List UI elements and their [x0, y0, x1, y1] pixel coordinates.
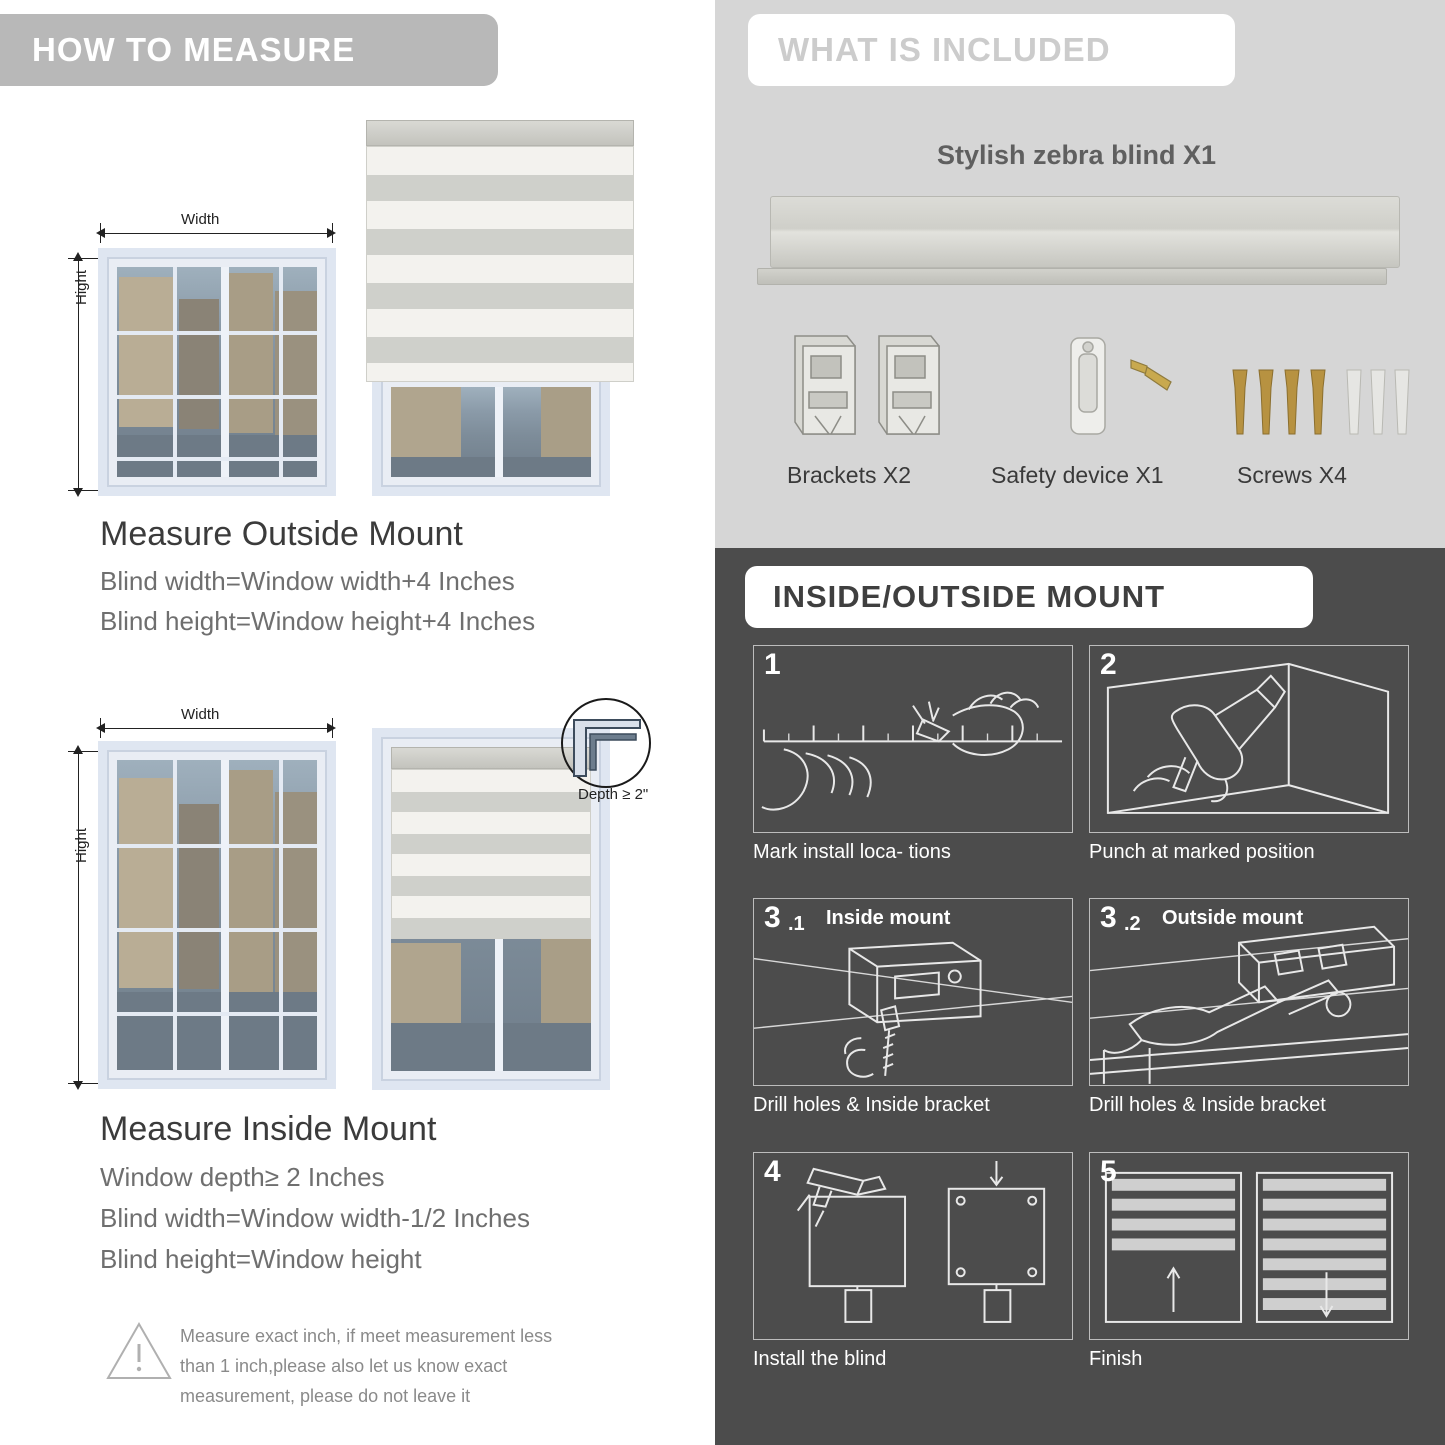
pane-divider-v1: [173, 267, 177, 477]
window-illustration-inside: [98, 741, 336, 1089]
measure-note-line2: than 1 inch,please also let us know exact: [180, 1356, 508, 1376]
inside-height-dim-line: [78, 753, 79, 1083]
street-row: [117, 435, 317, 477]
window-center-mullion-2: [495, 387, 503, 477]
outside-width-label: Width: [181, 211, 220, 228]
outside-height-tick-top: [68, 258, 98, 259]
window-illustration-outside: [98, 248, 336, 496]
safety-device-icon: [1055, 330, 1185, 448]
step-2-caption: Punch at marked position: [1089, 841, 1315, 863]
step-3-2-subtitle: Outside mount: [1162, 907, 1304, 929]
window-glass-outside-2: [391, 387, 591, 477]
how-to-measure-panel: [0, 0, 712, 1445]
window-glass-inside: [117, 760, 317, 1070]
street-row-3: [117, 992, 317, 1070]
pane-divider-v4: [279, 760, 283, 1070]
building-k: [391, 943, 461, 1023]
step-4-number: 4: [764, 1155, 781, 1188]
outside-height-label: Hight: [73, 269, 90, 305]
inside-width-tick-left: [100, 718, 101, 738]
pane-divider-v3: [173, 760, 177, 1070]
step-3-2-caption: Drill holes & Inside bracket: [1089, 1094, 1326, 1116]
building-l: [541, 937, 591, 1027]
headrail-product: [770, 196, 1400, 268]
outside-mount-diagram: [0, 100, 712, 500]
building-a: [119, 277, 177, 427]
step-3-1-number: 3: [764, 901, 781, 934]
outside-width-dim-line: [100, 233, 332, 234]
pane-divider-v2: [279, 267, 283, 477]
pane-divider-h5: [117, 928, 317, 932]
outside-mount-line2: Blind height=Window height+4 Inches: [100, 606, 536, 636]
step-card-1: [753, 645, 1073, 833]
outside-height-tick-bottom: [68, 490, 98, 491]
step-4-caption: Install the blind: [753, 1348, 887, 1370]
how-to-measure-title: HOW TO MEASURE: [32, 31, 356, 68]
part-label-brackets: Brackets X2: [787, 462, 911, 488]
what-is-included-panel: [715, 0, 1445, 548]
inside-mount-line2: Blind width=Window width-1/2 Inches: [100, 1203, 530, 1233]
warning-triangle-icon: [104, 1318, 174, 1384]
step-card-3-2: [1089, 898, 1409, 1086]
bracket-icon: [785, 330, 965, 448]
blind-fabric-outside: [366, 146, 634, 382]
outside-mount-line1: Blind width=Window width+4 Inches: [100, 566, 515, 596]
inside-mount-diagram: [0, 698, 712, 1098]
step-4-sketch: [754, 1153, 1072, 1340]
window-illustration-outside-2: [372, 368, 610, 496]
step-3-2-number: 3: [1100, 901, 1117, 934]
step-2-number: 2: [1100, 648, 1117, 681]
street-row-2: [391, 457, 591, 477]
pane-divider-h6: [117, 1012, 317, 1016]
window-center-mullion-4: [495, 937, 503, 1071]
step-3-1-subtitle: Inside mount: [826, 907, 951, 929]
inside-width-dim-line: [100, 728, 332, 729]
inside-height-tick-bottom: [68, 1083, 98, 1084]
building-b: [179, 299, 219, 429]
part-label-safety-device: Safety device X1: [991, 462, 1164, 488]
outside-mount-heading: Measure Outside Mount: [100, 515, 463, 553]
window-center-mullion-3: [221, 760, 229, 1070]
step-1-caption: Mark install loca- tions: [753, 841, 951, 863]
zebra-blind-outside: [366, 120, 634, 382]
inside-mount-heading: Measure Inside Mount: [100, 1110, 437, 1148]
what-is-included-banner: [748, 14, 1235, 86]
step-card-2: [1089, 645, 1409, 833]
step-3-1-suffix: .1: [788, 913, 805, 935]
part-label-screws: Screws X4: [1237, 462, 1347, 488]
step-card-4: [753, 1152, 1073, 1340]
what-is-included-title: WHAT IS INCLUDED: [778, 31, 1111, 68]
step-1-sketch: [754, 646, 1072, 833]
outside-width-tick-left: [100, 223, 101, 243]
depth-label: Depth ≥ 2": [578, 786, 649, 803]
pane-divider-h3: [117, 457, 317, 461]
headrail-lip: [757, 268, 1387, 285]
step-card-3-1: [753, 898, 1073, 1086]
building-g: [119, 778, 177, 988]
inside-mount-line1: Window depth≥ 2 Inches: [100, 1162, 385, 1192]
pane-divider-h2: [117, 395, 317, 399]
inside-outside-mount-title: INSIDE/OUTSIDE MOUNT: [773, 579, 1166, 614]
pane-divider-h1: [117, 331, 317, 335]
step-card-5: [1089, 1152, 1409, 1340]
window-center-mullion: [221, 267, 229, 477]
building-f: [541, 387, 591, 467]
product-title: Stylish zebra blind X1: [937, 140, 1217, 170]
step-5-number: 5: [1100, 1155, 1117, 1188]
outside-width-tick-right: [332, 223, 333, 243]
inside-height-arrow-top: [73, 745, 83, 754]
how-to-measure-banner: [0, 14, 498, 86]
step-5-sketch: [1090, 1153, 1408, 1340]
inside-width-tick-right: [332, 718, 333, 738]
measure-note-line1: Measure exact inch, if meet measurement less: [180, 1326, 553, 1346]
pane-divider-h4: [117, 844, 317, 848]
step-3-2-suffix: .2: [1124, 913, 1141, 935]
step-1-number: 1: [764, 648, 781, 681]
step-2-sketch: [1090, 646, 1408, 833]
inside-width-label: Width: [181, 706, 220, 723]
inside-height-tick-top: [68, 751, 98, 752]
inside-outside-mount-panel: [715, 548, 1445, 1445]
building-e: [391, 387, 461, 457]
measure-note-line3: measurement, please do not leave it: [180, 1386, 471, 1406]
inside-outside-mount-banner: [745, 566, 1313, 628]
inside-height-label: Hight: [73, 827, 90, 863]
building-h: [179, 804, 219, 989]
screw-icon: [1225, 330, 1415, 448]
step-5-caption: Finish: [1089, 1348, 1143, 1370]
step-3-1-caption: Drill holes & Inside bracket: [753, 1094, 990, 1116]
window-glass-outside: [117, 267, 317, 477]
inside-mount-line3: Blind height=Window height: [100, 1244, 422, 1274]
blind-headrail-outside: [366, 120, 634, 146]
outside-height-arrow-top: [73, 252, 83, 261]
street-row-4: [391, 1023, 591, 1071]
